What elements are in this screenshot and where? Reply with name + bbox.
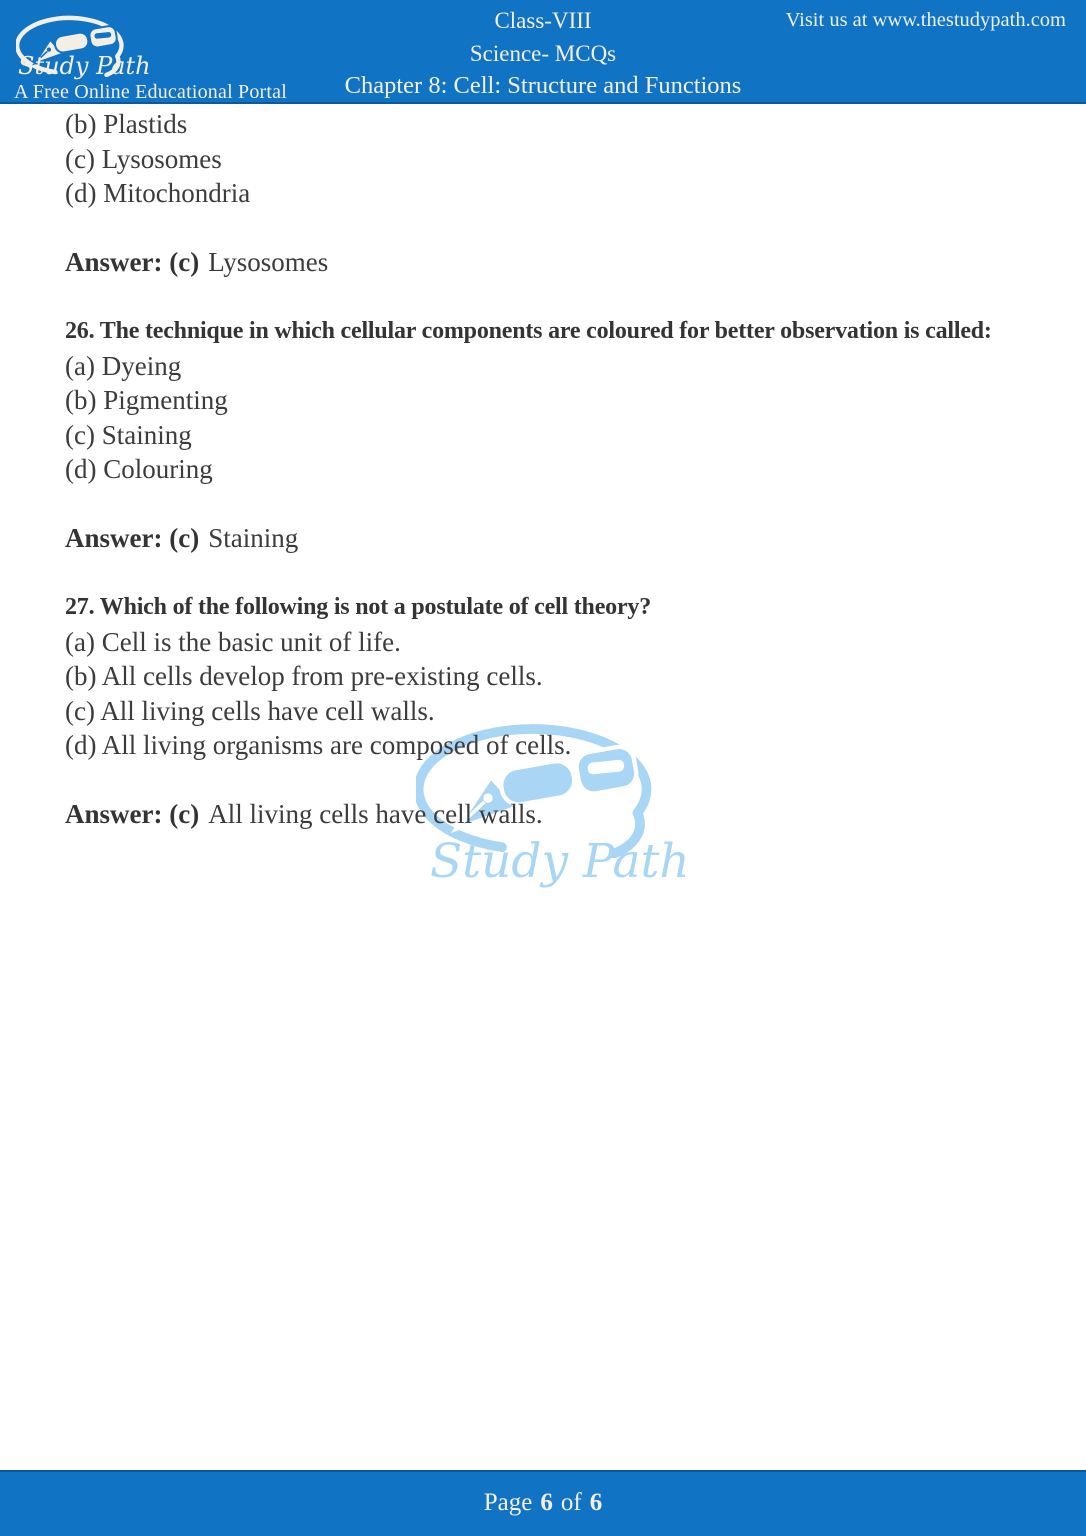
subject-title: Science- MCQs <box>469 40 617 66</box>
page-total: 6 <box>589 1489 603 1516</box>
answer-text: All living cells have cell walls. <box>208 799 543 829</box>
option-line: (c) All living cells have cell walls. <box>65 695 435 726</box>
option-line: (b) All cells develop from pre-existing cells. <box>65 661 543 691</box>
of-label: of <box>560 1489 582 1516</box>
answer-line <box>65 521 1046 556</box>
footer-band <box>0 1470 1086 1536</box>
page-current: 6 <box>540 1489 553 1516</box>
option-line: (d) All living organisms are composed of cells. <box>65 730 572 760</box>
chapter-title: Chapter 8: Cell: Structure and Functions <box>344 72 742 99</box>
brand-script-text: Study Path <box>18 52 151 80</box>
answer-line <box>65 245 1046 280</box>
option-line: (d) Colouring <box>65 454 213 484</box>
answer-prefix: Answer: (c) <box>65 523 200 553</box>
header-band <box>0 0 1086 104</box>
watermark-script-text: Study Path <box>430 834 690 889</box>
option-line: (b) Plastids <box>65 109 188 139</box>
visit-url-text: Visit us at www.thestudypath.com <box>785 9 1066 31</box>
mcq-content <box>0 104 1086 832</box>
class-title: Class-VIII <box>494 8 592 33</box>
answer-prefix: Answer: (c) <box>65 799 200 829</box>
answer-text: Lysosomes <box>208 247 329 277</box>
question-text: 26. The technique in which cellular components are coloured for better observation is called: <box>65 318 992 344</box>
option-line: (c) Lysosomes <box>65 143 222 174</box>
brand-tagline: A Free Online Educational Portal <box>14 81 288 103</box>
answer-line <box>65 797 1046 832</box>
question-text: 27. Which of the following is not a postulate of cell theory? <box>65 594 652 620</box>
option-line: (b) Pigmenting <box>65 385 228 415</box>
answer-prefix: Answer: (c) <box>65 247 200 277</box>
option-line: (a) Dyeing <box>65 350 182 381</box>
page-label: Page <box>483 1489 533 1516</box>
answer-text: Staining <box>208 523 299 553</box>
option-line: (d) Mitochondria <box>65 178 251 208</box>
option-line: (c) Staining <box>65 419 192 450</box>
option-line: (a) Cell is the basic unit of life. <box>65 626 401 657</box>
